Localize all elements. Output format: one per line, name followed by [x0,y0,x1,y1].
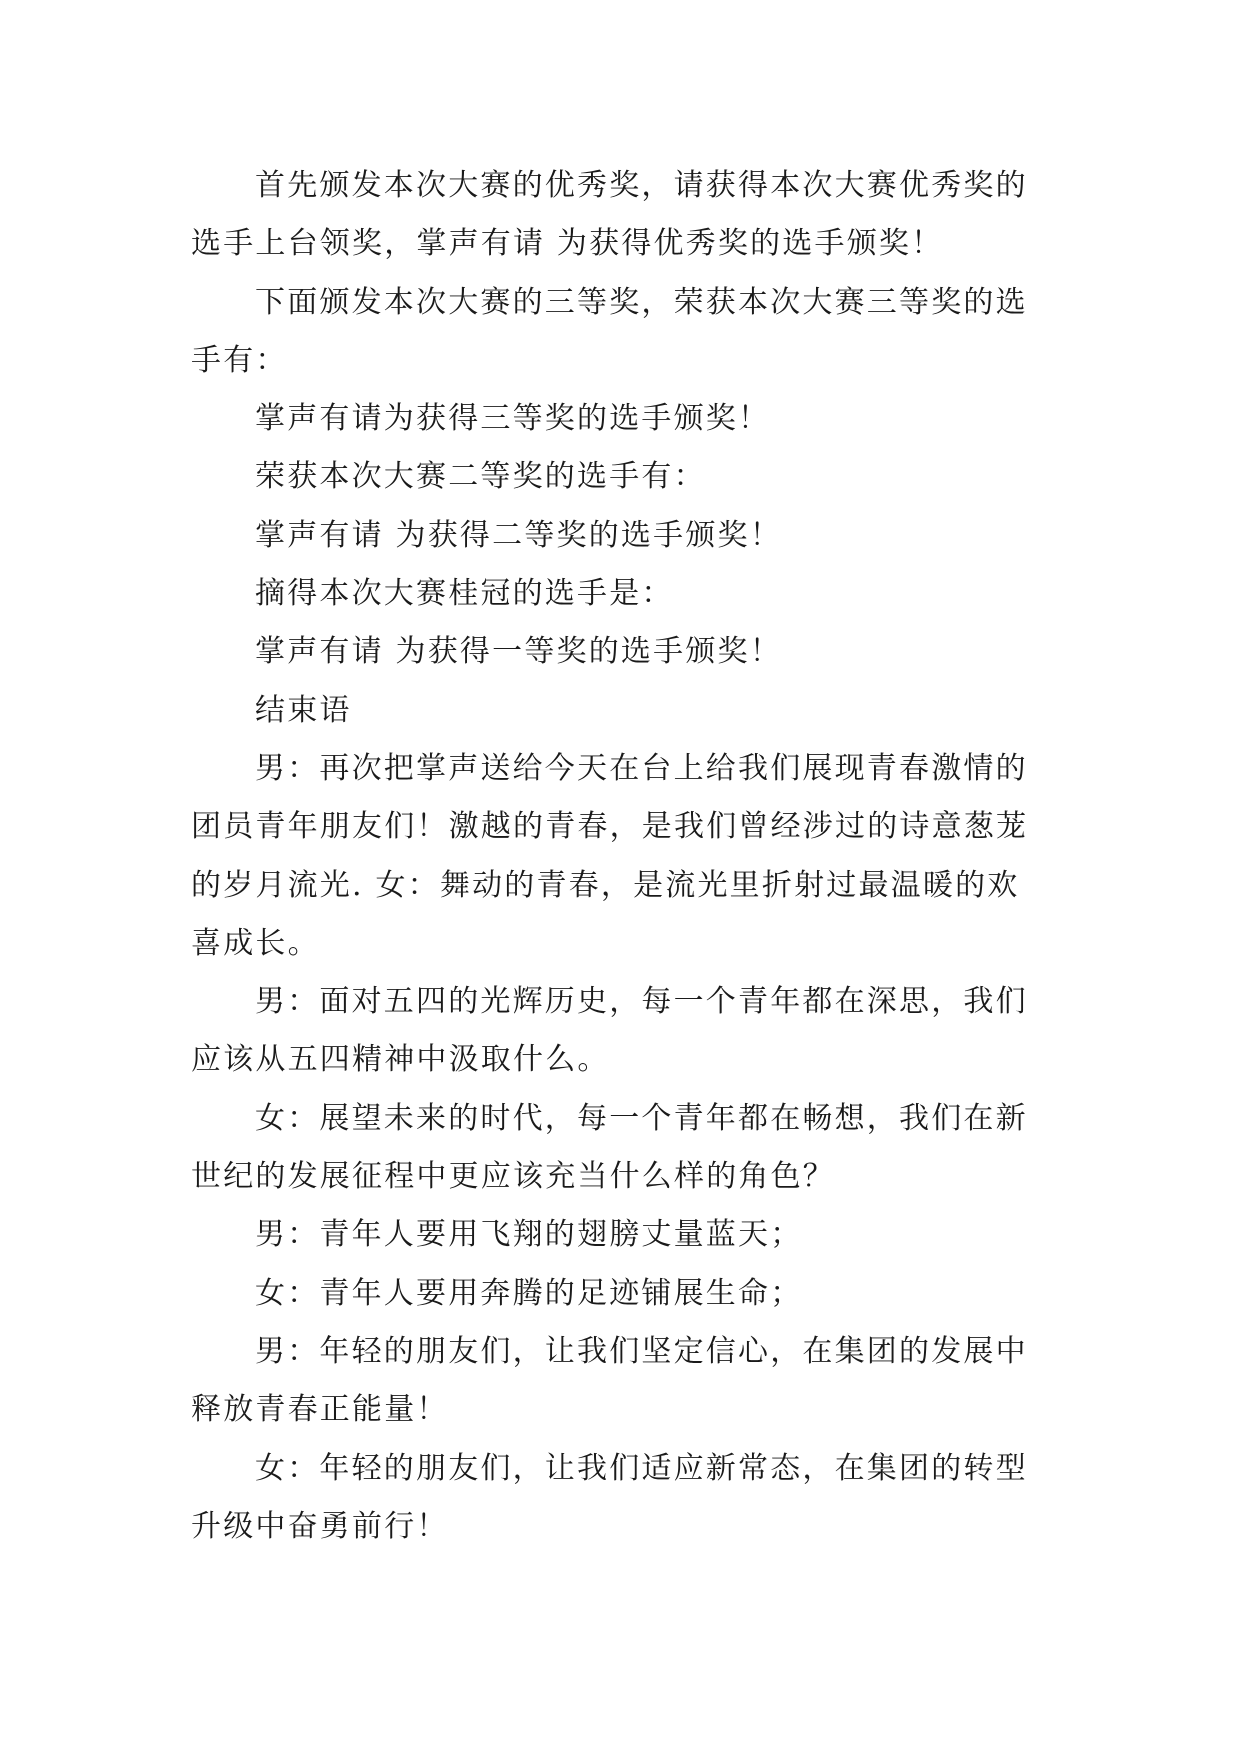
paragraph-third-prize-applause: 掌声有请为获得三等奖的选手颁奖！ [255,401,771,437]
paragraph-dialogue-4: 男：青年人要用飞翔的翅膀丈量蓝天； [255,1217,803,1253]
paragraph-dialogue-1: 男：再次把掌声送给今天在台上给我们展现青春激情的团员青年朋友们！激越的青春，是我们曾经涉过的诗意葱茏的岁月流光. 女：舞动的青春，是流光里折射过最温暖的欢喜成长。 [191,750,1029,961]
paragraph-third-prize-intro: 下面颁发本次大赛的三等奖，荣获本次大赛三等奖的选手有： [191,284,1028,378]
paragraph-dialogue-5: 女：青年人要用奔腾的足迹铺展生命； [255,1275,803,1311]
paragraph-dialogue-6: 男：年轻的朋友们，让我们坚定信心，在集团的发展中释放青春正能量！ [191,1333,1028,1428]
section-heading-closing: 结束语 [255,692,352,728]
paragraph-dialogue-2: 男：面对五四的光辉历史，每一个青年都在深思，我们应该从五四精神中汲取什么。 [191,984,1028,1078]
paragraph-first-prize-intro: 摘得本次大赛桂冠的选手是： [255,576,674,612]
document-body [191,157,1051,1556]
paragraph-second-prize-intro: 荣获本次大赛二等奖的选手有： [255,459,706,495]
paragraph-dialogue-3: 女：展望未来的时代，每一个青年都在畅想，我们在新世纪的发展征程中更应该充当什么样的角色？ [191,1100,1028,1195]
paragraph-excellence-award: 首先颁发本次大赛的优秀奖，请获得本次大赛优秀奖的选手上台领奖，掌声有请 为获得优秀奖的选手颁奖！ [191,168,1028,262]
paragraph-first-prize-applause: 掌声有请 为获得一等奖的选手颁奖！ [255,634,782,670]
paragraph-second-prize-applause: 掌声有请 为获得二等奖的选手颁奖！ [255,517,782,553]
paragraph-dialogue-7: 女：年轻的朋友们，让我们适应新常态，在集团的转型升级中奋勇前行！ [191,1450,1028,1544]
